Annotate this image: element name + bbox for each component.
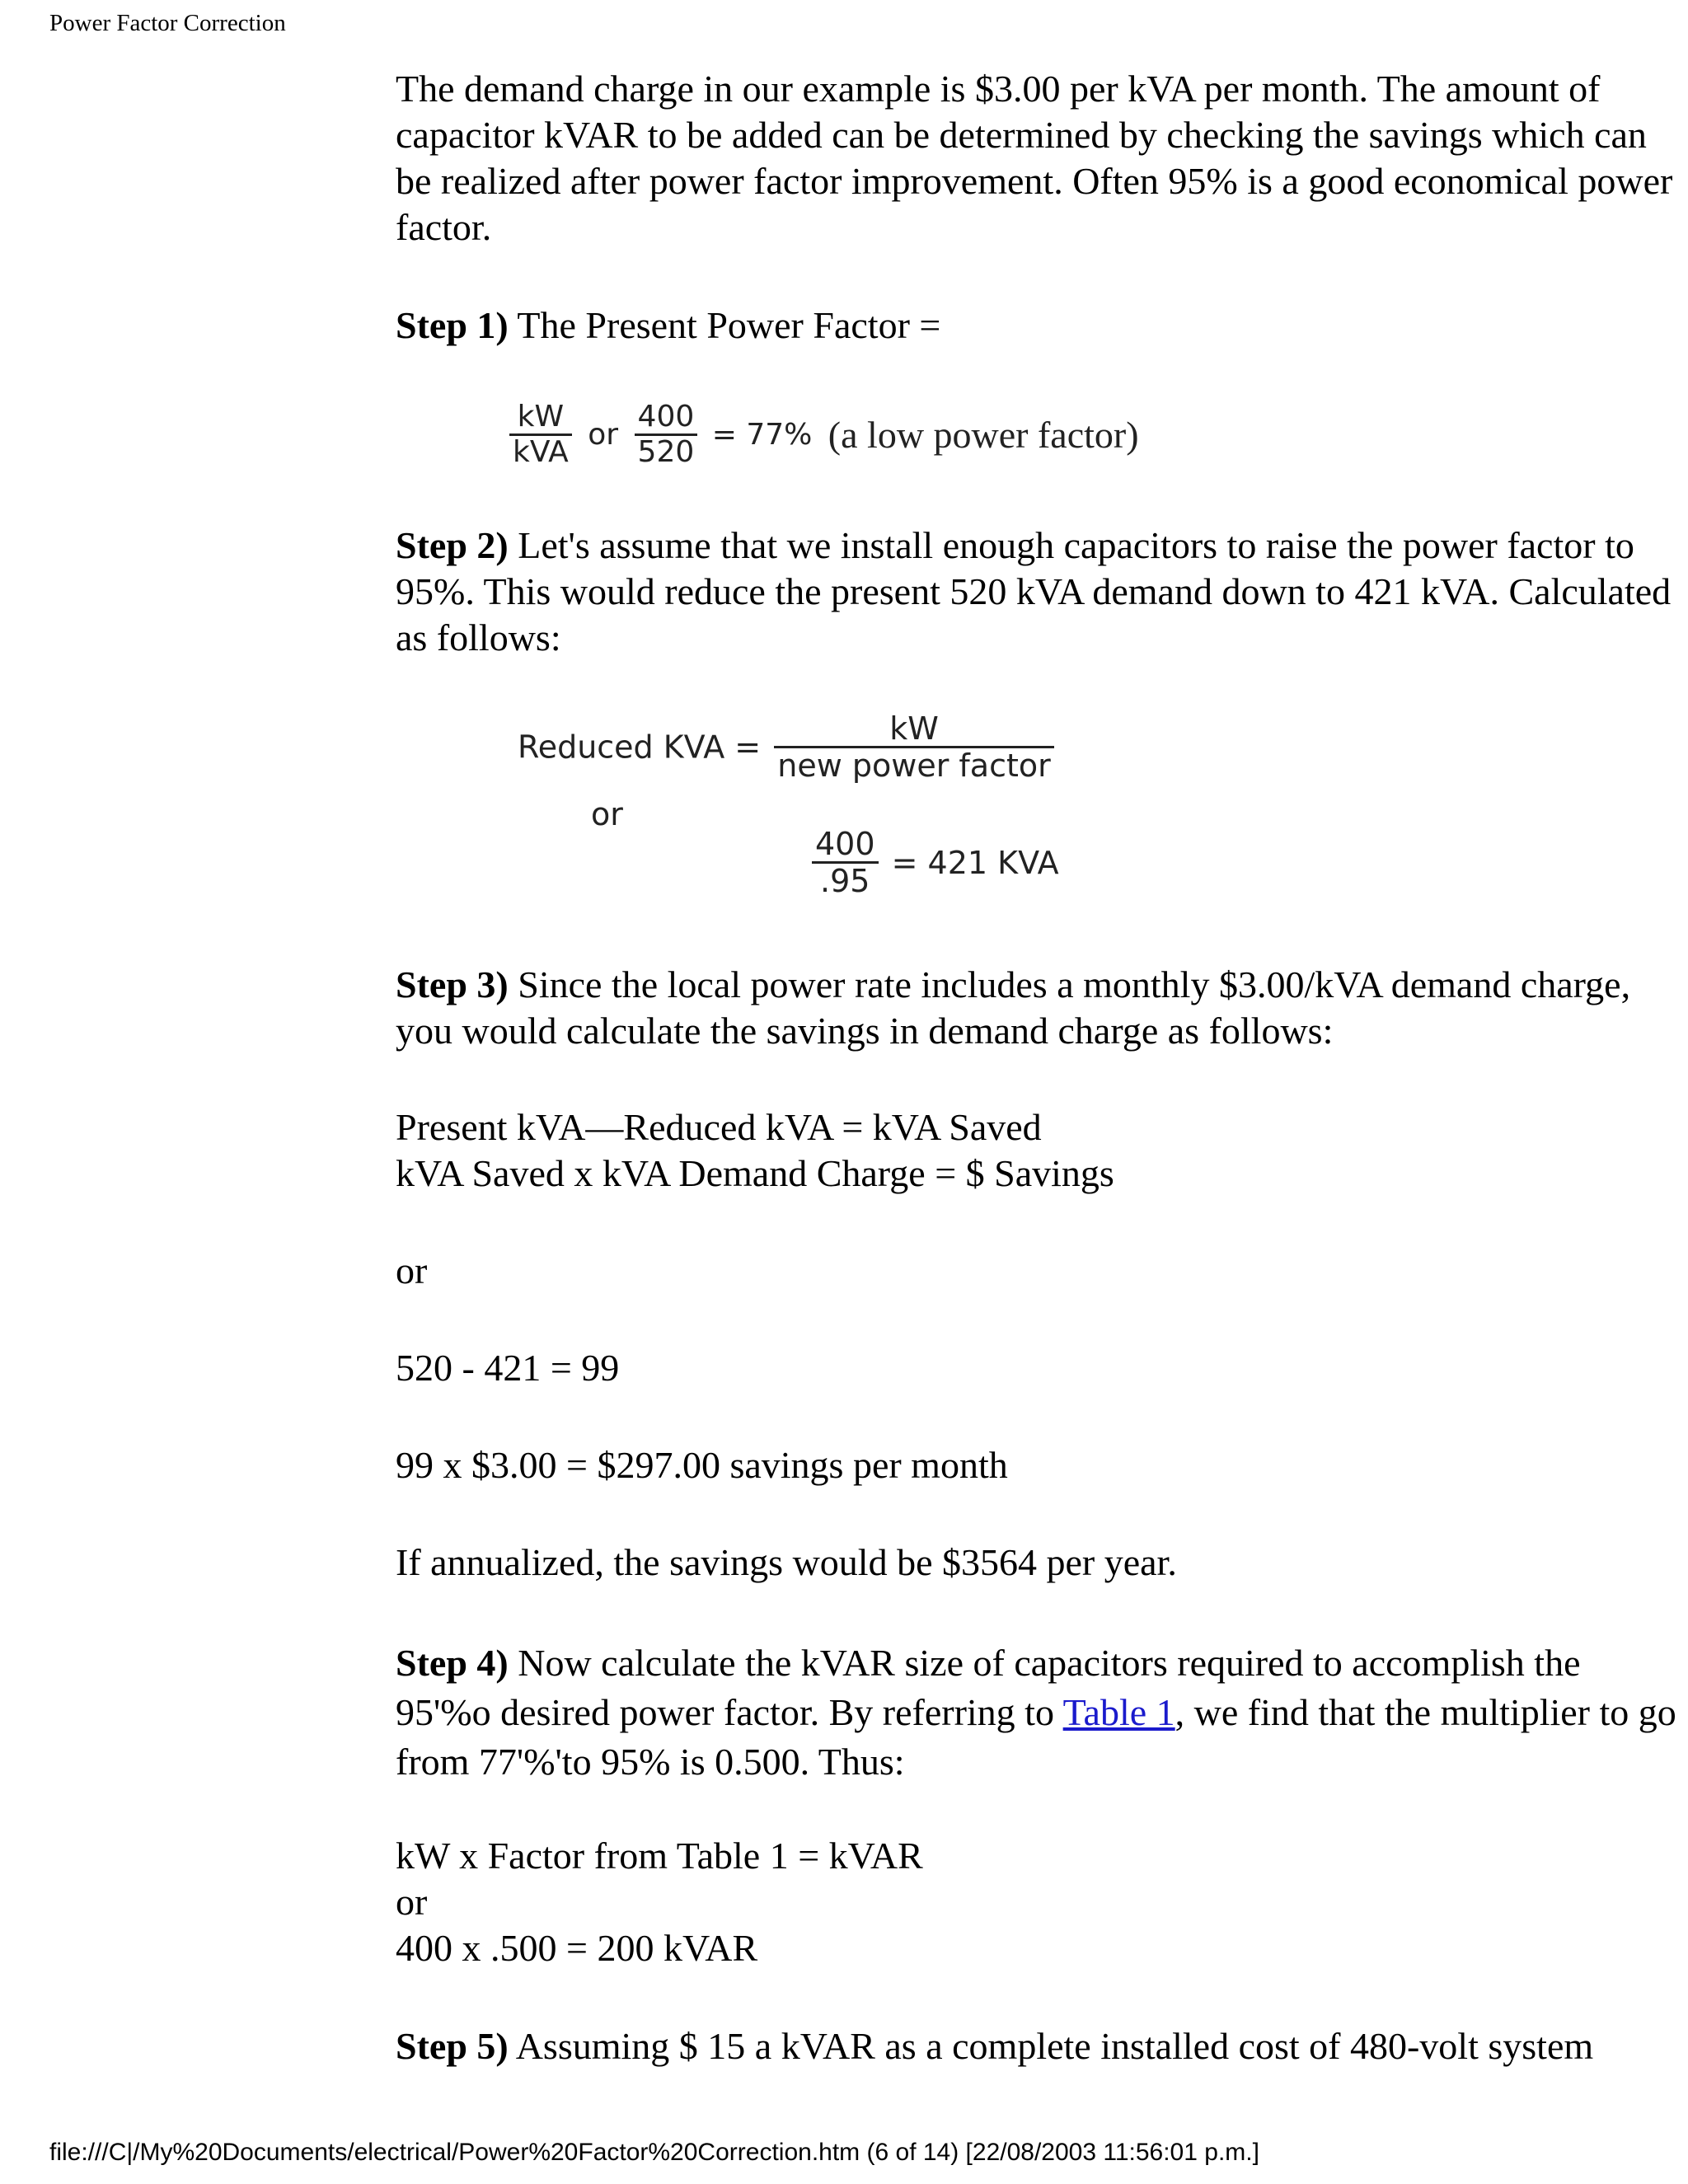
calc-line-3: 520 - 421 = 99 [396, 1347, 620, 1389]
step1-note: (a low power factor) [828, 414, 1139, 456]
step2-formula-result [812, 828, 1059, 897]
400-over-520-fraction: $\frac{400}{520}$ [635, 402, 698, 467]
kw-over-new-pf-fraction: $\frac{kW}{\text{new power factor}}$ [774, 713, 1053, 781]
step3-text: Since the local power rate includes a monthly $3.00/kVA demand charge, you would calculate the savings in demand charge as follows: [396, 963, 1631, 1052]
calc-or: or [396, 1249, 428, 1291]
step3-label: Step 3) [396, 963, 509, 1005]
step1-text: The Present Power Factor = [508, 304, 941, 346]
step2-or: or [591, 796, 623, 832]
step1-or: or [588, 418, 619, 452]
calc-line-5: If annualized, the savings would be $3564 per year. [396, 1541, 1177, 1583]
step5-paragraph [396, 2023, 1681, 2069]
calc-line-4: 99 x $3.00 = $297.00 savings per month [396, 1444, 1008, 1486]
step5-label: Step 5) [396, 2025, 509, 2067]
400-over-095-fraction: $\frac{400}{.95}$ [812, 828, 879, 897]
step1-paragraph [396, 302, 1681, 349]
step1-formula [509, 402, 1139, 467]
calc-line-2: kVA Saved x kVA Demand Charge = $ Savings [396, 1152, 1114, 1194]
calc2-line-1: kW x Factor from Table 1 = kVAR [396, 1835, 923, 1877]
page-footer-url: file:///C|/My%20Documents/electrical/Power%20Factor%20Correction.htm (6 of 14) [22/08/2003 11:56:01 p.m.] [49, 2139, 1259, 2166]
calc-line-1: Present kVA—Reduced kVA = kVA Saved [396, 1106, 1042, 1148]
step4-text-a: Now calculate the kVAR size of capacitors required to accomplish the 95'%o desired power factor. By referring to [396, 1642, 1581, 1733]
step2-formula-reduced [518, 710, 1054, 784]
step2-text: Let's assume that we install enough capacitors to raise the power factor to 95%. This would reduce the present 520 kVA demand down to 421 kVA. Calculated as follows: [396, 524, 1672, 658]
step1-result: = 77% [711, 418, 813, 452]
intro-paragraph: The demand charge in our example is $3.00 per kVA per month. The amount of capacitor kVAR to be added can be determined by checking the savings which can be realized after power factor improvement. Often 95% is a good economical power factor. [396, 68, 1673, 248]
calc2-line-3: 400 x .500 = 200 kVAR [396, 1927, 758, 1969]
step2-label: Step 2) [396, 524, 509, 566]
page-header-title: Power Factor Correction [49, 10, 286, 36]
table1-link[interactable]: Table 1 [1062, 1691, 1175, 1733]
kw-over-kva-fraction: $\frac{kW}{\text{kVA}}$ [509, 402, 572, 467]
step4-text-b: , we find that the multiplier to go from 77'%'to 95% is 0.500. Thus: [396, 1691, 1676, 1783]
reduced-kva-lhs: Reduced KVA = [518, 729, 762, 766]
step3-paragraph [396, 962, 1681, 1054]
step5-text: Assuming $ 15 a kVAR as a complete installed cost of 480-volt system [508, 2025, 1594, 2067]
step2-paragraph [396, 523, 1681, 661]
step2-result: = 421 KVA [891, 844, 1059, 881]
step4-label: Step 4) [396, 1642, 509, 1684]
step1-label: Step 1) [396, 304, 509, 346]
step4-paragraph [396, 1638, 1681, 1787]
calc2-or: or [396, 1881, 428, 1923]
